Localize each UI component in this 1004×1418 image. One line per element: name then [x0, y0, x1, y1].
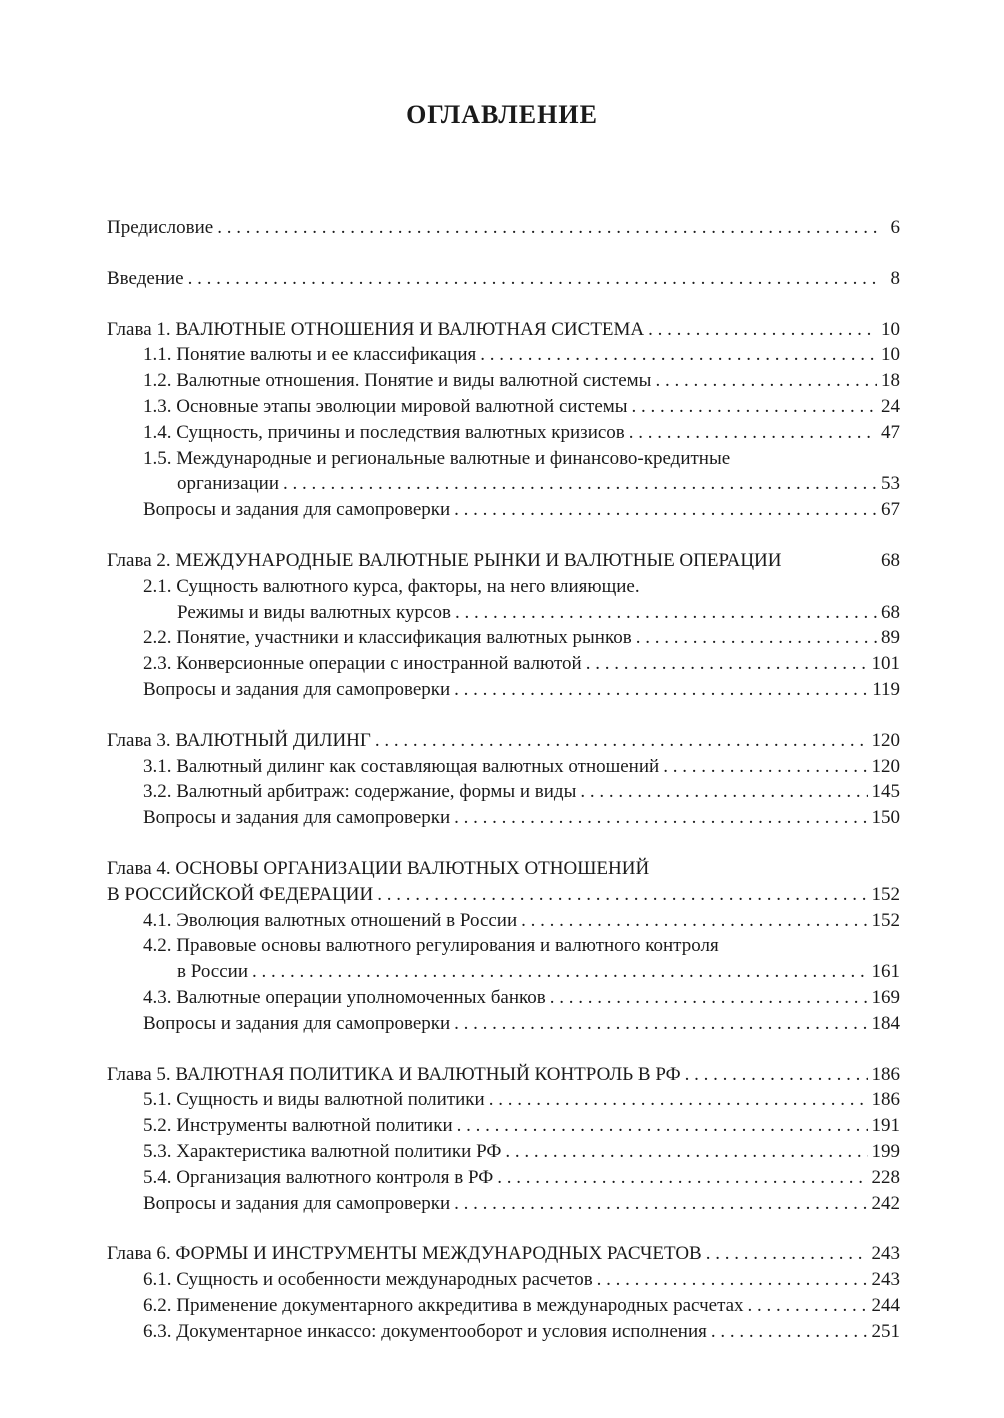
toc-leader-dots: [505, 1141, 867, 1163]
toc-section-line[interactable]: [107, 781, 900, 807]
toc-page-number: 242: [871, 1192, 900, 1214]
toc-entry-title: 3.1. Валютный дилинг как составляющая валютных отношений: [143, 755, 660, 777]
toc-section-line[interactable]: [107, 370, 900, 396]
toc-leader-dots: [454, 807, 867, 829]
toc-page-number: 10: [881, 318, 900, 340]
toc-section-line[interactable]: [107, 576, 900, 602]
toc-section-line[interactable]: [107, 807, 900, 833]
toc-page-number: 89: [881, 627, 900, 649]
toc-gap: [107, 1218, 900, 1243]
toc-entry-title: 5.4. Организация валютного контроля в РФ: [143, 1166, 494, 1188]
toc-section-line[interactable]: [107, 1141, 900, 1167]
toc-entry-title: 1.3. Основные этапы эволюции мировой валютной системы: [143, 395, 628, 417]
toc-entry-title: Глава 4. ОСНОВЫ ОРГАНИЗАЦИИ ВАЛЮТНЫХ ОТНОШЕНИЙ: [107, 857, 650, 879]
toc-page-number: 186: [871, 1063, 900, 1085]
toc-page-number: 243: [871, 1269, 900, 1291]
toc-page-number: 199: [871, 1140, 900, 1162]
toc-entry-title: 3.2. Валютный арбитраж: содержание, формы и виды: [143, 781, 577, 803]
toc-section-line[interactable]: [107, 1167, 900, 1193]
toc-page-number: 68: [881, 549, 900, 571]
toc-page-number: 228: [871, 1166, 900, 1188]
toc-section-line[interactable]: [107, 653, 900, 679]
toc-page-number: 10: [881, 344, 900, 366]
toc-page-number: 53: [881, 473, 900, 495]
toc-entry-title: В РОССИЙСКОЙ ФЕДЕРАЦИИ: [107, 883, 374, 905]
toc-leader-dots: [685, 1064, 868, 1086]
toc-entry-title: Вопросы и задания для самопроверки: [143, 1012, 451, 1034]
toc-page-number: 145: [871, 781, 900, 803]
toc-leader-dots: [375, 730, 868, 752]
toc-section-line[interactable]: [107, 756, 900, 782]
toc-gap: [107, 833, 900, 858]
toc-leader-dots: [188, 268, 882, 290]
toc-leader-dots: [454, 1013, 867, 1035]
toc-entry-title: 4.2. Правовые основы валютного регулирования и валютного контроля: [143, 935, 719, 957]
toc-entry-title: Глава 6. ФОРМЫ И ИНСТРУМЕНТЫ МЕЖДУНАРОДНЫХ РАСЧЕТОВ: [107, 1243, 702, 1265]
toc-chapter-line[interactable]: [107, 1064, 900, 1090]
toc-page-number: 150: [871, 807, 900, 829]
toc-section-line[interactable]: [107, 1269, 900, 1295]
toc-entry-title: 2.2. Понятие, участники и классификация валютных рынков: [143, 627, 632, 649]
toc-entry-title: 6.3. Документарное инкассо: документооборот и условия исполнения: [143, 1320, 707, 1342]
toc-page-number: 68: [881, 601, 900, 623]
toc-entry-title: 4.1. Эволюция валютных отношений в России: [143, 909, 518, 931]
toc-page-number: 161: [871, 961, 900, 983]
toc-section-line[interactable]: [107, 344, 900, 370]
toc-leader-dots: [636, 627, 877, 649]
toc-leader-dots: [252, 961, 868, 983]
toc-leader-dots: [655, 370, 877, 392]
toc-leader-dots: [489, 1089, 868, 1111]
toc-entry-title: Вопросы и задания для самопроверки: [143, 807, 451, 829]
toc-page-number: 184: [871, 1012, 900, 1034]
toc-section-line[interactable]: [107, 935, 900, 961]
toc-entry-title: Введение: [107, 267, 184, 289]
toc-gap: [107, 294, 900, 319]
toc-section-line[interactable]: [107, 473, 900, 499]
toc-leader-dots: [711, 1321, 868, 1343]
toc-page-number: 186: [871, 1089, 900, 1111]
toc-leader-dots: [550, 987, 868, 1009]
toc-leader-dots: [586, 653, 868, 675]
toc-entry-title: в России: [177, 961, 248, 983]
toc-entry-title: Вопросы и задания для самопроверки: [143, 1192, 451, 1214]
toc-entry-title: 1.2. Валютные отношения. Понятие и виды валютной системы: [143, 370, 652, 392]
toc-leader-dots: [580, 781, 867, 803]
toc-section-line[interactable]: [107, 1013, 900, 1039]
toc-section-line[interactable]: [107, 422, 900, 448]
toc-leader-dots: [283, 473, 877, 495]
toc-page-number: 18: [881, 370, 900, 392]
toc-leader-dots: [457, 1115, 868, 1137]
toc-section-line[interactable]: [107, 1089, 900, 1115]
toc-leader-dots: [648, 319, 877, 341]
toc-section-line[interactable]: [107, 499, 900, 525]
toc-page-number: 6: [890, 217, 900, 238]
toc-top-line[interactable]: [107, 217, 900, 243]
table-of-contents: [107, 217, 900, 1346]
toc-leader-dots: [632, 396, 877, 418]
toc-page-number: 244: [871, 1294, 900, 1316]
toc-page-number: 243: [871, 1243, 900, 1265]
toc-page-number: 101: [871, 653, 900, 675]
toc-entry-title: Режимы и виды валютных курсов: [177, 601, 451, 623]
toc-entry-title: 6.1. Сущность и особенности международных расчетов: [143, 1269, 593, 1291]
toc-entry-title: 1.5. Международные и региональные валютные и финансово-кредитные: [143, 447, 731, 469]
toc-entry-title: 5.1. Сущность и виды валютной политики: [143, 1089, 485, 1111]
toc-gap: [107, 1039, 900, 1064]
toc-gap: [107, 525, 900, 550]
toc-page-number: 191: [871, 1115, 900, 1137]
toc-page-number: 152: [871, 909, 900, 931]
toc-gap: [107, 243, 900, 268]
toc-page-number: 169: [871, 986, 900, 1008]
toc-top-line[interactable]: [107, 268, 900, 294]
toc-page-number: 67: [881, 499, 900, 521]
toc-entry-title: Предисловие: [107, 217, 214, 238]
toc-entry-title: 5.3. Характеристика валютной политики РФ: [143, 1140, 502, 1162]
toc-page-number: 119: [872, 678, 900, 700]
toc-chapter-line[interactable]: [107, 730, 900, 756]
toc-leader-dots: [454, 679, 868, 701]
toc-section-line[interactable]: [107, 1115, 900, 1141]
toc-section-line[interactable]: [107, 961, 900, 987]
toc-section-line[interactable]: [107, 602, 900, 628]
toc-entry-title: 1.4. Сущность, причины и последствия валютных кризисов: [143, 421, 625, 443]
toc-page-number: 120: [871, 729, 900, 751]
toc-entry-title: Вопросы и задания для самопроверки: [143, 499, 451, 521]
toc-entry-title: 4.3. Валютные операции уполномоченных банков: [143, 986, 546, 1008]
toc-chapter-line[interactable]: [107, 319, 900, 345]
toc-entry-title: Глава 1. ВАЛЮТНЫЕ ОТНОШЕНИЯ И ВАЛЮТНАЯ СИСТЕМА: [107, 318, 645, 340]
toc-leader-dots: [480, 344, 877, 366]
toc-leader-dots: [454, 1193, 867, 1215]
toc-chapter-line[interactable]: [107, 858, 900, 884]
toc-section-line[interactable]: [107, 679, 900, 705]
toc-leader-dots: [455, 602, 877, 624]
toc-page-number: 152: [871, 883, 900, 905]
toc-leader-dots: [217, 217, 882, 239]
toc-section-line[interactable]: [107, 1295, 900, 1321]
toc-leader-dots: [629, 422, 877, 444]
toc-leader-dots: [663, 756, 867, 778]
toc-entry-title: 5.2. Инструменты валютной политики: [143, 1115, 453, 1137]
page-title: ОГЛАВЛЕНИЕ: [406, 100, 598, 129]
toc-entry-title: 2.3. Конверсионные операции с иностранной валютой: [143, 653, 582, 675]
toc-section-line[interactable]: [107, 396, 900, 422]
toc-page-number: 251: [871, 1320, 900, 1342]
toc-leader-dots: [497, 1167, 867, 1189]
toc-entry-title: Вопросы и задания для самопроверки: [143, 678, 451, 700]
toc-leader-dots: [748, 1295, 868, 1317]
toc-entry-title: Глава 2. МЕЖДУНАРОДНЫЕ ВАЛЮТНЫЕ РЫНКИ И ВАЛЮТНЫЕ ОПЕРАЦИИ: [107, 549, 782, 571]
toc-section-line[interactable]: [107, 987, 900, 1013]
toc-leader-dots: [454, 499, 877, 521]
toc-leader-dots: [377, 884, 867, 906]
toc-section-line[interactable]: [107, 1193, 900, 1219]
toc-section-line[interactable]: [107, 910, 900, 936]
toc-page-number: 47: [881, 421, 900, 443]
toc-leader-dots: [521, 910, 867, 932]
toc-page-number: 24: [881, 395, 900, 417]
toc-page-number: 120: [871, 755, 900, 777]
toc-chapter-line[interactable]: [107, 1243, 900, 1269]
toc-section-line[interactable]: [107, 448, 900, 474]
toc-chapter-line[interactable]: [107, 884, 900, 910]
toc-section-line[interactable]: [107, 1321, 900, 1347]
toc-entry-title: 6.2. Применение документарного аккредитива в международных расчетах: [143, 1294, 744, 1316]
toc-leader-dots: [597, 1269, 868, 1291]
toc-entry-title: 1.1. Понятие валюты и ее классификация: [143, 344, 477, 366]
toc-entry-title: Глава 5. ВАЛЮТНАЯ ПОЛИТИКА И ВАЛЮТНЫЙ КОНТРОЛЬ В РФ: [107, 1063, 681, 1085]
toc-entry-title: 2.1. Сущность валютного курса, факторы, на него влияющие.: [143, 575, 640, 597]
toc-gap: [107, 705, 900, 730]
toc-entry-title: Глава 3. ВАЛЮТНЫЙ ДИЛИНГ: [107, 729, 371, 751]
toc-page-number: 8: [890, 267, 900, 289]
toc-entry-title: организации: [177, 473, 280, 495]
toc-section-line[interactable]: [107, 627, 900, 653]
toc-leader-dots: [706, 1243, 868, 1265]
toc-chapter-line[interactable]: [107, 550, 900, 576]
